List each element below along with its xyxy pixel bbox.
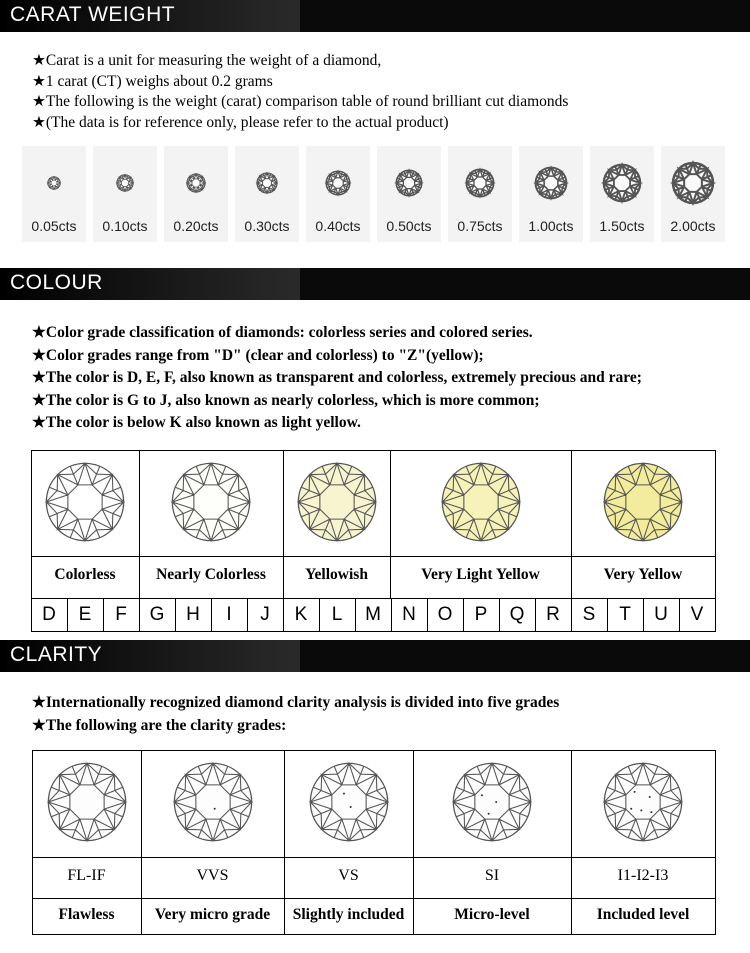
carat-size-item — [519, 146, 583, 242]
carat-size-label: 0.40cts — [315, 218, 361, 234]
colour-note: ★The color is D, E, F, also known as transparent and colorless, extremely precious and rare; — [32, 369, 642, 386]
diamond-icon — [601, 760, 685, 844]
color-letter: I — [226, 604, 232, 625]
clarity-header — [0, 640, 750, 672]
diamond-icon — [43, 460, 127, 544]
carat-weight-header — [0, 0, 750, 32]
carat-size-label: 0.75cts — [457, 218, 503, 234]
table-line — [31, 631, 716, 632]
diamond-icon — [242, 158, 292, 208]
colour-note: ★Color grades range from "D" (clear and colorless) to "Z"(yellow); — [32, 346, 484, 364]
color-letter: G — [149, 604, 165, 625]
diamond-icon — [450, 760, 534, 844]
carat-note: ★Carat is a unit for measuring the weight of a diamond, — [32, 52, 382, 69]
carat-size-item — [306, 146, 370, 242]
carat-size-item — [22, 146, 86, 242]
carat-size-item — [590, 146, 654, 242]
color-letter: E — [78, 604, 92, 625]
table-line — [31, 450, 716, 451]
clarity-grade-code: VVS — [196, 867, 229, 884]
carat-size-label: 0.30cts — [244, 218, 290, 234]
diamond-icon — [455, 158, 505, 208]
colour-note: ★Color grade classification of diamonds: colorless series and colored series. — [32, 324, 533, 341]
table-line — [32, 750, 716, 751]
colour-grade-label: Nearly Colorless — [156, 566, 266, 583]
clarity-grade-name: Flawless — [58, 906, 115, 923]
color-letter: M — [365, 604, 381, 625]
carat-size-item — [448, 146, 512, 242]
color-letter: D — [42, 604, 56, 625]
diamond-icon — [313, 158, 363, 208]
carat-size-item — [377, 146, 441, 242]
diamond-icon — [29, 158, 79, 208]
color-letter: K — [294, 604, 308, 625]
color-letter: H — [186, 604, 200, 625]
carat-size-item — [235, 146, 299, 242]
table-line — [32, 934, 716, 935]
color-letter: L — [331, 604, 343, 625]
colour-grade-label: Colorless — [54, 566, 116, 583]
color-letter: V — [690, 604, 704, 625]
diamond-icon — [295, 460, 379, 544]
table-line — [715, 598, 716, 632]
diamond-icon — [100, 158, 150, 208]
carat-size-label: 1.50cts — [599, 218, 645, 234]
carat-size-label: 0.05cts — [31, 218, 77, 234]
color-letter: R — [546, 604, 560, 625]
carat-size-label: 2.00cts — [670, 218, 716, 234]
carat-size-label: 0.20cts — [173, 218, 219, 234]
carat-size-item — [661, 146, 725, 242]
color-letter: S — [582, 604, 596, 625]
carat-size-chart — [22, 146, 728, 246]
colour-header — [0, 268, 750, 300]
clarity-title: CLARITY — [10, 643, 103, 666]
clarity-grade-code: VS — [338, 867, 359, 884]
carat-size-item — [164, 146, 228, 242]
colour-grade-label: Very Yellow — [603, 566, 683, 583]
carat-size-label: 0.50cts — [386, 218, 432, 234]
color-letter: O — [437, 604, 453, 625]
carat-note: ★1 carat (CT) weighs about 0.2 grams — [32, 72, 273, 90]
clarity-note: ★The following are the clarity grades: — [32, 716, 287, 734]
clarity-grade-code: I1-I2-I3 — [617, 867, 669, 884]
colour-note: ★The color is below K also known as light yellow. — [32, 414, 361, 431]
clarity-grade-name: Micro-level — [454, 906, 530, 923]
diamond-icon — [597, 158, 647, 208]
colour-grade-label: Very Light Yellow — [421, 566, 540, 583]
diamond-icon — [601, 460, 685, 544]
carat-note: ★The following is the weight (carat) comparison table of round brilliant cut diamonds — [32, 93, 569, 110]
clarity-grade-code: SI — [484, 867, 500, 884]
clarity-grade-name: Slightly included — [292, 906, 405, 923]
color-letter: Q — [509, 604, 525, 625]
carat-notes — [32, 51, 568, 133]
color-letter: U — [654, 604, 668, 625]
colour-note: ★The color is G to J, also known as nearly colorless, which is more common; — [32, 391, 540, 409]
clarity-grade-code: FL-IF — [67, 867, 106, 884]
table-line — [31, 556, 716, 557]
diamond-icon — [307, 760, 391, 844]
color-letter: J — [260, 604, 270, 625]
diamond-icon — [45, 760, 129, 844]
table-line — [715, 750, 716, 935]
carat-weight-title: CARAT WEIGHT — [10, 3, 176, 26]
clarity-note: ★Internationally recognized diamond clarity analysis is divided into five grades — [32, 694, 560, 711]
colour-notes — [32, 322, 642, 435]
diamond-icon — [668, 158, 718, 208]
diamond-icon — [439, 460, 523, 544]
color-letter: N — [402, 604, 416, 625]
diamond-icon — [384, 158, 434, 208]
diamond-icon — [171, 760, 255, 844]
carat-size-label: 1.00cts — [528, 218, 574, 234]
carat-size-item — [93, 146, 157, 242]
color-letter: T — [619, 604, 631, 625]
diamond-icon — [171, 158, 221, 208]
table-line — [32, 898, 716, 899]
carat-size-label: 0.10cts — [102, 218, 148, 234]
diamond-icon — [526, 158, 576, 208]
clarity-grade-name: Very micro grade — [154, 906, 271, 923]
color-letter: F — [115, 604, 127, 625]
clarity-notes — [32, 692, 559, 737]
carat-note: ★(The data is for reference only, please refer to the actual product) — [32, 113, 449, 131]
colour-title: COLOUR — [10, 271, 103, 294]
diamond-icon — [169, 460, 253, 544]
colour-grade-label: Yellowish — [305, 566, 368, 583]
clarity-grade-name: Included level — [596, 906, 690, 923]
table-line — [32, 857, 716, 858]
color-letter: P — [474, 604, 488, 625]
table-line — [715, 450, 716, 598]
